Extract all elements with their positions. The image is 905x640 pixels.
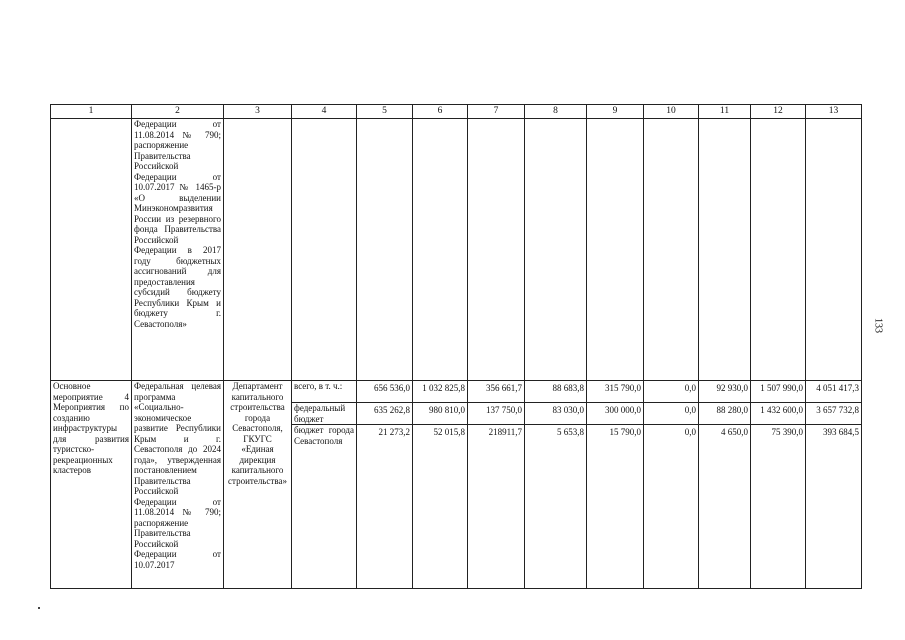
header-cell: 10 <box>644 105 699 119</box>
legal-basis-text: Федерации от 11.08.2014 № 790; распоряжение Правительства Российской Федерации от 10.07.2017 № 1465-р «О выделении Минэкономразвития России из резервного фонда Правительства Российской Федерации в 2017 году бюджетных ассигнований для предоставления субсидий бюджету Республики Крым и бюджету г. Севастополя» <box>132 119 224 381</box>
budget-table <box>50 104 862 589</box>
value-cell: 52 015,8 <box>413 425 468 589</box>
table-cell <box>644 119 699 381</box>
executor: Департамент капитального строительства города Севастополя, ГКУГС «Единая дирекция капитального строительства» <box>224 381 292 589</box>
event-name: Основное мероприятие 4 Мероприятия по созданию инфраструктуры для развития туристско-рекреационных кластеров <box>51 381 132 589</box>
header-cell: 6 <box>413 105 468 119</box>
legal-basis-text: Федеральная целевая программа «Социально-экономическое развитие Республики Крым и г. Севастополя до 2024 года», утвержденная постановлением Правительства Российской Федерации от 11.08.2014 № 790; распоряжение Правительства Российской Федерации от 10.07.2017 <box>132 381 224 589</box>
value-cell: 315 790,0 <box>587 381 644 403</box>
table-cell <box>51 119 132 381</box>
header-cell: 8 <box>525 105 587 119</box>
value-cell: 92 930,0 <box>699 381 751 403</box>
header-cell: 12 <box>751 105 806 119</box>
funding-row-total <box>51 381 862 403</box>
value-cell: 4 051 417,3 <box>806 381 862 403</box>
value-cell: 15 790,0 <box>587 425 644 589</box>
value-cell: 356 661,7 <box>468 381 525 403</box>
value-cell: 635 262,8 <box>357 403 413 425</box>
table-cell <box>699 119 751 381</box>
table-cell <box>751 119 806 381</box>
value-cell: 5 653,8 <box>525 425 587 589</box>
table-cell <box>806 119 862 381</box>
value-cell: 0,0 <box>644 381 699 403</box>
header-cell: 13 <box>806 105 862 119</box>
value-cell: 218911,7 <box>468 425 525 589</box>
value-cell: 300 000,0 <box>587 403 644 425</box>
value-cell: 1 032 825,8 <box>413 381 468 403</box>
table-cell <box>468 119 525 381</box>
funding-source: бюджет города Севастополя <box>292 425 357 589</box>
value-cell: 980 810,0 <box>413 403 468 425</box>
table-cell <box>413 119 468 381</box>
value-cell: 88 683,8 <box>525 381 587 403</box>
header-cell: 3 <box>224 105 292 119</box>
value-cell: 88 280,0 <box>699 403 751 425</box>
header-cell: 4 <box>292 105 357 119</box>
table-cell <box>224 119 292 381</box>
value-cell: 1 432 600,0 <box>751 403 806 425</box>
funding-source: всего, в т. ч.: <box>292 381 357 403</box>
table-cell <box>587 119 644 381</box>
header-cell: 11 <box>699 105 751 119</box>
header-cell: 9 <box>587 105 644 119</box>
header-cell: 1 <box>51 105 132 119</box>
header-cell: 7 <box>468 105 525 119</box>
value-cell: 393 684,5 <box>806 425 862 589</box>
value-cell: 0,0 <box>644 403 699 425</box>
header-row <box>51 105 862 119</box>
value-cell: 4 650,0 <box>699 425 751 589</box>
value-cell: 1 507 990,0 <box>751 381 806 403</box>
value-cell: 656 536,0 <box>357 381 413 403</box>
table-cell <box>357 119 413 381</box>
value-cell: 137 750,0 <box>468 403 525 425</box>
value-cell: 0,0 <box>644 425 699 589</box>
value-cell: 21 273,2 <box>357 425 413 589</box>
value-cell: 83 030,0 <box>525 403 587 425</box>
header-cell: 2 <box>132 105 224 119</box>
scan-speck <box>38 607 40 609</box>
value-cell: 3 657 732,8 <box>806 403 862 425</box>
page-number: 133 <box>872 318 884 333</box>
value-cell: 75 390,0 <box>751 425 806 589</box>
header-cell: 5 <box>357 105 413 119</box>
continuation-row <box>51 119 862 381</box>
table-cell <box>525 119 587 381</box>
table-cell <box>292 119 357 381</box>
funding-source: федеральный бюджет <box>292 403 357 425</box>
